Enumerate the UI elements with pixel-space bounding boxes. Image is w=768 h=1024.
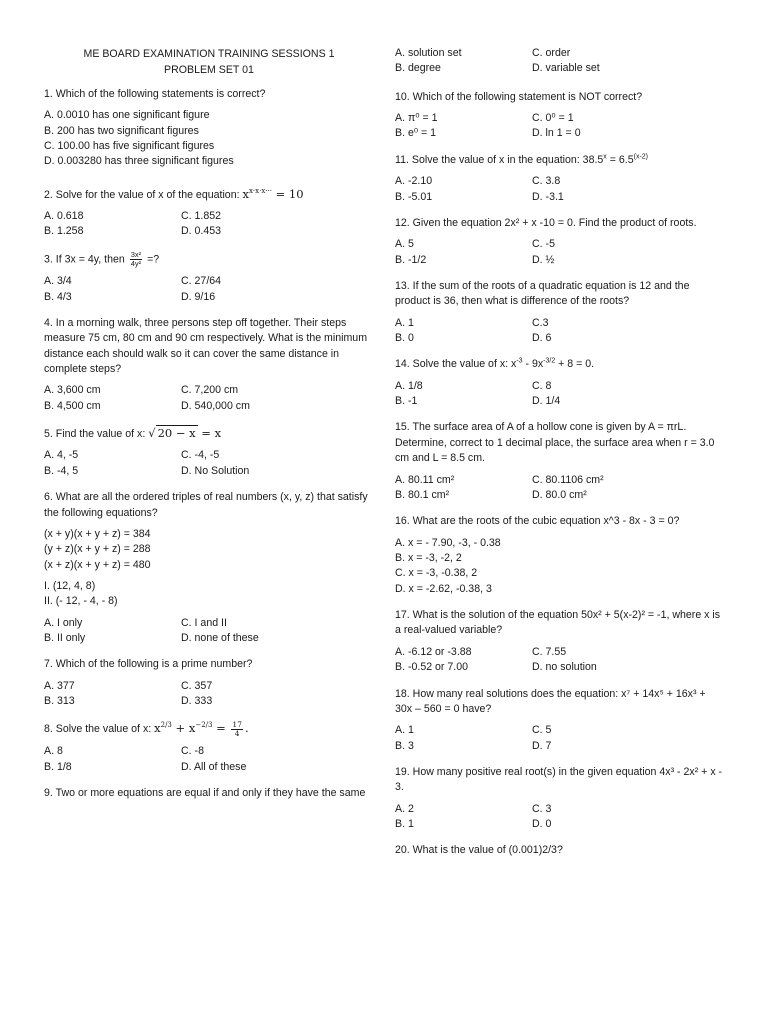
question-8-text: 8. Solve the value of x: <box>44 723 155 736</box>
question-4: 4. In a morning walk, three persons step off together. Their steps measure 75 cm, 80 cm and 90 cm respectively. What is the minimum distance each should walk so it can cover the same distance in complete steps? <box>44 316 368 375</box>
question-8-math <box>154 719 249 738</box>
question-15-options <box>395 473 725 504</box>
question-16: 16. What are the roots of the cubic equation x^3 - 8x - 3 = 0? <box>395 515 680 528</box>
option: D. 0.003280 has three significant figures <box>44 155 234 168</box>
question-19: 19. How many positive real root(s) in the given equation 4x³ - 2x² + x - 3. <box>395 765 723 794</box>
option: A. solution set <box>395 47 462 59</box>
option: B. -0.52 or 7.00 <box>395 661 469 674</box>
option: B. 0 <box>395 332 414 345</box>
option: D. 0.453 <box>181 225 222 238</box>
equation: (y + z)(x + y + z) = 288 <box>44 543 151 556</box>
triple: II. (- 12, - 4, - 8) <box>44 595 118 608</box>
option: D. no solution <box>532 661 597 674</box>
question-17: 17. What is the solution of the equation 50x² + 5(x-2)² = -1, where x is a real-valued variable? <box>395 609 721 637</box>
question-14-options <box>395 379 725 410</box>
question-10: 10. Which of the following statement is NOT correct? <box>395 90 643 103</box>
option: B. 1 <box>395 818 414 831</box>
option: A. 3,600 cm <box>44 384 101 397</box>
question-1-options <box>44 108 374 169</box>
question-6: 6. What are all the ordered triples of real numbers (x, y, z) that satisfy the following equations? <box>44 491 368 519</box>
option: B. 313 <box>44 695 75 708</box>
fraction <box>231 721 243 739</box>
question-2-options <box>44 209 374 240</box>
power-tower-exponent: x·x·x··· <box>248 186 272 195</box>
option: B. -1/2 <box>395 253 427 266</box>
option: B. 3 <box>395 739 414 752</box>
question-3-suffix: =? <box>144 253 160 266</box>
option: B. 1.258 <box>44 225 84 238</box>
option: A. x = - 7.90, -3, - 0.38 <box>395 536 501 549</box>
option: A. 3/4 <box>44 275 72 288</box>
question-3 <box>44 251 374 269</box>
question-10-options <box>395 111 725 142</box>
option: C. 80.1106 cm² <box>532 473 604 486</box>
equation: (x + y)(x + y + z) = 384 <box>44 527 151 540</box>
math-period: . <box>244 721 249 736</box>
option: D. 80.0 cm² <box>532 488 587 501</box>
radicand: 20 − x <box>157 426 196 441</box>
option: A. 4, -5 <box>44 449 79 462</box>
option: A. 0.0010 has one significant figure <box>44 109 210 122</box>
question-9-options <box>395 46 725 77</box>
option: C. -8 <box>181 745 204 758</box>
math-term: x <box>154 721 161 736</box>
option: C. -4, -5 <box>181 449 220 462</box>
option: B. -4, 5 <box>44 464 79 477</box>
question-8 <box>44 720 374 738</box>
question-14-text: 14. Solve the value of x: x <box>395 358 517 371</box>
option: B. II only <box>44 632 86 645</box>
option: D. none of these <box>181 632 259 645</box>
option: D. -3.1 <box>532 190 564 203</box>
question-18-options <box>395 723 725 754</box>
option: A. 377 <box>44 679 75 692</box>
option: C. 5 <box>532 724 552 737</box>
option: A. -2.10 <box>395 175 433 188</box>
option: C. 7.55 <box>532 645 567 658</box>
option: C. x = -3, -0.38, 2 <box>395 567 478 580</box>
option: D. x = -2.62, -0.38, 3 <box>395 582 492 595</box>
option: C. 8 <box>532 379 552 392</box>
question-13: 13. If the sum of the roots of a quadratic equation is 12 and the product is 36, then what is difference of the roots? <box>395 279 690 308</box>
option: A. 8 <box>44 745 63 758</box>
option: A. π⁰ = 1 <box>395 112 438 125</box>
question-4-options <box>44 383 374 414</box>
question-20: 20. What is the value of (0.001)2/3? <box>395 844 563 857</box>
question-2 <box>44 186 374 203</box>
question-11-options <box>395 174 725 205</box>
math-exponent: -3 <box>516 357 523 365</box>
option: C. -5 <box>532 238 555 251</box>
fraction-numerator: 17 <box>232 719 242 729</box>
title-line-2: PROBLEM SET 01 <box>164 64 254 77</box>
option: B. 200 has two significant figures <box>44 124 199 137</box>
option: D. 1/4 <box>532 395 561 408</box>
fraction-denominator: 4y² <box>130 258 142 268</box>
option: A. I only <box>44 616 83 629</box>
option: C. 3.8 <box>532 175 561 188</box>
option: B. x = -3, -2, 2 <box>395 551 462 564</box>
option: B. e⁰ = 1 <box>395 127 437 140</box>
question-3-options <box>44 274 374 305</box>
option: B. 4,500 cm <box>44 399 101 412</box>
question-17-options <box>395 645 725 676</box>
option: C. order <box>532 47 571 59</box>
question-9: 9. Two or more equations are equal if and only if they have the same <box>44 786 366 799</box>
math-exponent: (x-2) <box>633 153 648 161</box>
equation: (x + z)(x + y + z) = 480 <box>44 558 151 571</box>
option: D. 333 <box>181 695 213 708</box>
question-12: 12. Given the equation 2x² + x -10 = 0. Find the product of roots. <box>395 216 697 229</box>
option: D. No Solution <box>181 464 250 477</box>
fraction-denominator: 4 <box>234 728 240 738</box>
right-column <box>395 46 725 865</box>
math-exponent: −2/3 <box>195 721 213 730</box>
question-18: 18. How many real solutions does the equation: x⁷ + 14x⁵ + 16x³ + 30x – 560 = 0 have? <box>395 687 706 715</box>
equation-rhs: = x <box>197 426 222 441</box>
option: B. 4/3 <box>44 290 72 303</box>
triple: I. (12, 4, 8) <box>44 579 96 592</box>
question-8-options <box>44 744 374 775</box>
question-5-math <box>148 425 221 440</box>
option: A. 2 <box>395 802 414 815</box>
equation-rhs: = 10 <box>271 186 304 201</box>
question-7-options <box>44 679 374 710</box>
option: D. 7 <box>532 739 552 752</box>
option: A. 1/8 <box>395 379 423 392</box>
option: A. 5 <box>395 238 414 251</box>
option: D. ln 1 = 0 <box>532 127 581 140</box>
question-1: 1. Which of the following statements is correct? <box>44 87 266 100</box>
question-13-options <box>395 316 725 347</box>
question-5 <box>44 425 374 442</box>
question-5-text: 5. Find the value of x: <box>44 428 149 441</box>
radical-sign: √ <box>148 426 156 441</box>
option: D. ½ <box>532 253 555 266</box>
question-2-text: 2. Solve for the value of x of the equation: <box>44 188 243 201</box>
option: C. 100.00 has five significant figures <box>44 139 215 152</box>
option: B. -1 <box>395 395 418 408</box>
math-exponent: 2/3 <box>160 721 172 730</box>
question-14-text: + 8 = 0. <box>555 358 595 371</box>
question-11-text: = 6.5 <box>606 153 634 166</box>
option: D. 6 <box>532 332 552 345</box>
option: D. variable set <box>532 62 600 75</box>
question-11-text: 11. Solve the value of x in the equation: 38.5 <box>395 153 604 166</box>
option: D. 0 <box>532 818 552 831</box>
title-line-1: ME BOARD EXAMINATION TRAINING SESSIONS 1 <box>83 48 335 60</box>
option: C. 1.852 <box>181 209 222 222</box>
question-19-options <box>395 802 725 833</box>
question-14 <box>395 357 725 372</box>
question-14-text: - 9x <box>522 358 544 371</box>
option: B. 80.1 cm² <box>395 488 450 501</box>
math-equals: = <box>212 721 230 736</box>
option: A. -6.12 or -3.88 <box>395 645 472 658</box>
option: B. 1/8 <box>44 760 72 773</box>
option: D. 9/16 <box>181 290 216 303</box>
question-3-text: 3. If 3x = 4y, then <box>44 253 128 266</box>
question-12-options <box>395 237 725 268</box>
option: D. All of these <box>181 760 247 773</box>
fraction <box>130 251 142 269</box>
option: C. 27/64 <box>181 275 222 288</box>
document-title <box>44 46 374 79</box>
option: C. 7,200 cm <box>181 384 239 397</box>
question-5-options <box>44 448 374 479</box>
question-7: 7. Which of the following is a prime number? <box>44 658 253 671</box>
option: A. 1 <box>395 316 414 329</box>
fraction-numerator: 3x² <box>130 249 142 259</box>
option: C.3 <box>532 316 549 329</box>
math-exponent: -3/2 <box>543 357 556 365</box>
math-exponent: x <box>603 153 607 161</box>
question-6-equations <box>44 527 374 573</box>
question-2-math <box>242 187 303 201</box>
option: A. 1 <box>395 724 414 737</box>
option: C. 3 <box>532 802 552 815</box>
question-11 <box>395 153 725 168</box>
option: C. I and II <box>181 616 227 629</box>
question-16-options <box>395 536 725 597</box>
power-tower-base: x <box>242 186 249 201</box>
option: C. 357 <box>181 679 213 692</box>
option: B. -5.01 <box>395 190 433 203</box>
option: A. 80.11 cm² <box>395 473 455 486</box>
math-term: + x <box>171 721 196 736</box>
option: D. 540,000 cm <box>181 399 250 412</box>
question-15: 15. The surface area of A of a hollow cone is given by A = πrL. Determine, correct to 1 decimal place, the surface area when r = 3.0 cm and L = 8.5 cm. <box>395 421 715 465</box>
option: A. 0.618 <box>44 209 84 222</box>
option: B. degree <box>395 62 441 75</box>
question-6-options <box>44 616 374 647</box>
left-column <box>44 46 374 807</box>
option: C. 0⁰ = 1 <box>532 112 574 125</box>
question-6-triples <box>44 579 374 610</box>
